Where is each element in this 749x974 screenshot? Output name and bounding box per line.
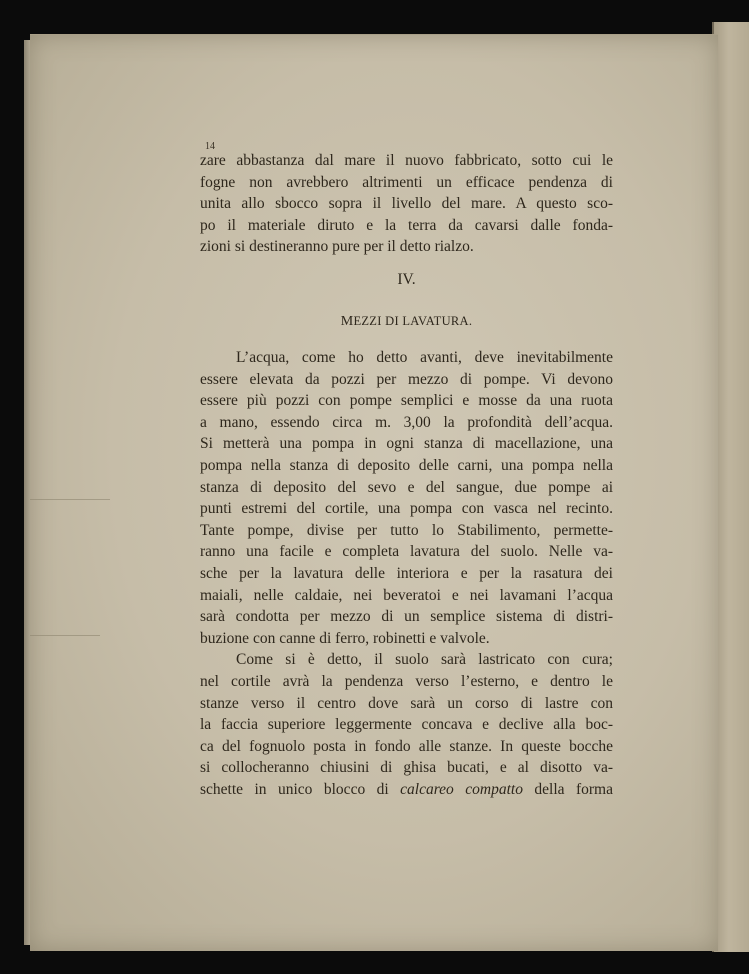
text-line: sche per la lavatura delle interiora e per la rasatura dei — [200, 564, 613, 582]
text-line: unita allo sbocco sopra il livello del mare. A questo sco- — [200, 195, 613, 213]
page-crease — [30, 499, 110, 500]
text-line: L’acqua, come ho detto avanti, deve inevitabilmente — [236, 349, 613, 366]
section-title-initial: M — [340, 314, 354, 329]
text-line: stanza di deposito del sevo e del sangue, due pompe ai — [200, 478, 613, 496]
text-line: zare abbastanza dal mare il nuovo fabbricato, sotto cui le — [200, 152, 613, 169]
text-line: pompa nella stanza di deposito delle carni, una pompa nella — [200, 456, 613, 474]
section-title — [200, 314, 613, 330]
text-line: essere elevata da pozzi per mezzo di pompe. Vi devono — [200, 370, 613, 388]
text-fragment: schette in unico blocco di — [200, 780, 401, 798]
text-line: zioni si destineranno pure per il detto rialzo. — [200, 238, 474, 256]
text-line: essere più pozzi con pompe semplici e mosse da una ruota — [200, 392, 613, 410]
paragraph-body — [200, 347, 613, 800]
text-fragment: della forma — [522, 780, 613, 798]
text-line: ranno una facile e completa lavatura del suolo. Nelle va- — [200, 543, 613, 561]
text-line: fogne non avrebbero altrimenti un efficace pendenza di — [200, 173, 613, 191]
text-line: a mano, essendo circa m. 3,00 la profondità dell’acqua. — [200, 413, 613, 431]
paragraph-top — [200, 150, 613, 258]
text-line: si collocheranno chiusini di ghisa bucati, e al disotto va- — [200, 759, 613, 777]
text-line: Come si è detto, il suolo sarà lastricato con cura; — [236, 651, 613, 669]
page-crease — [30, 635, 100, 636]
text-line: po il materiale diruto e la terra da cavarsi dalle fonda- — [200, 216, 613, 234]
section-number: IV. — [397, 271, 416, 288]
text-line: Tante pompe, divise per tutto lo Stabilimento, permette- — [200, 521, 613, 539]
text-line: la faccia superiore leggermente concava e declive alla boc- — [200, 716, 613, 734]
text-line — [200, 779, 613, 801]
text-line: buzione con canne di ferro, robinetti e valvole. — [200, 629, 490, 647]
text-line: ca del fognuolo posta in fondo alle stanze. In queste bocche — [200, 737, 613, 755]
text-line: punti estremi del cortile, una pompa con vasca nel recinto. — [200, 500, 613, 518]
text-line: maiali, nelle caldaie, nei beveratoi e nei lavamani l’acqua — [200, 586, 613, 604]
section-title-rest: EZZI DI LAVATURA. — [353, 314, 473, 328]
page-number: 14 — [205, 141, 215, 152]
italic-term: calcareo compatto — [400, 780, 523, 798]
text-line: stanze verso il centro dove sarà un corso di lastre con — [200, 694, 613, 712]
text-line: sarà condotta per mezzo di un semplice sistema di distri- — [200, 608, 613, 626]
text-line: Si metterà una pompa in ogni stanza di macellazione, una — [200, 435, 613, 453]
text-line: nel cortile avrà la pendenza verso l’esterno, e dentro le — [200, 672, 613, 690]
